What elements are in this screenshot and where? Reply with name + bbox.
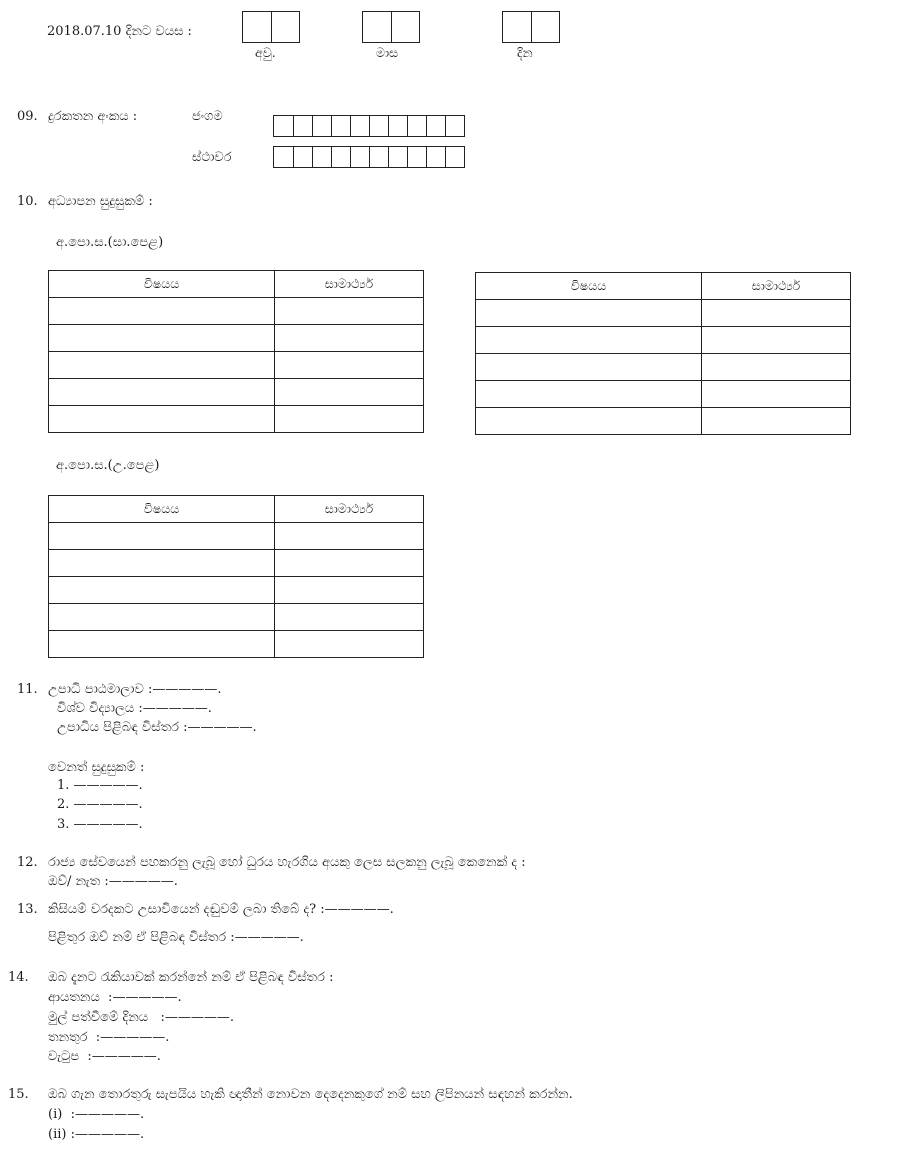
degree-details-line: උපාධිය පිළිබඳ විස්තර :—————. [57, 720, 257, 735]
other-item-3: 3. —————. [57, 817, 143, 832]
days-boxes[interactable] [502, 11, 560, 43]
table-row [49, 577, 424, 604]
q15-question: ඔබ ගැන තොරතුරු සැපයිය හැකි ඥාතීන් නොවන දෙදෙනකුගේ නම් සහ ලිපිනයන් සඳහන් කරන්න. [48, 1087, 573, 1102]
q09-number: 09. [17, 109, 38, 124]
mobile-number-boxes[interactable] [273, 115, 465, 137]
blank[interactable]: —————. [73, 797, 143, 812]
ol-table-1 [48, 270, 424, 433]
blank[interactable]: —————. [100, 1030, 170, 1045]
blank[interactable]: —————. [74, 1127, 145, 1142]
table-row [49, 298, 424, 325]
blank[interactable]: —————. [234, 930, 304, 945]
col-subject: විෂයය [49, 271, 275, 298]
q11-number: 11. [17, 682, 38, 697]
table-row [49, 631, 424, 658]
al-table [48, 495, 424, 658]
col-pass: සාමාර්ථ්‍ය [275, 271, 424, 298]
mobile-label: ජංගම [192, 109, 223, 124]
blank[interactable]: —————. [73, 778, 143, 793]
table-row [49, 379, 424, 406]
fixed-number-boxes[interactable] [273, 146, 465, 168]
age-label: 2018.07.10 දිනට වයස : [47, 24, 192, 39]
col-pass: සාමාර්ථ්‍ය [275, 496, 424, 523]
q13-number: 13. [17, 902, 38, 917]
q12-answer-line: ඔව්/ නැත :—————. [48, 874, 178, 889]
table-row [476, 354, 851, 381]
start-date-line: මුල් පත්වීමේ දිනය :—————. [48, 1010, 235, 1025]
q14-number: 14. [8, 970, 29, 985]
table-row [476, 300, 851, 327]
blank[interactable]: —————. [112, 990, 182, 1005]
col-subject: විෂයය [476, 273, 702, 300]
q13-details-line: පිළිතුර ඔව් නම් ඒ පිළිබඳ විස්තර :—————. [48, 930, 304, 945]
col-subject: විෂයය [49, 496, 275, 523]
q13-question: කිසියම් වරදකට උසාවියෙන් දඬුවම් ලබා තිබේ ද? :—————. [48, 902, 394, 917]
table-row [49, 406, 424, 433]
blank[interactable]: —————. [324, 902, 394, 917]
blank[interactable]: —————. [187, 720, 257, 735]
table-row [49, 352, 424, 379]
blank[interactable]: —————. [74, 1107, 145, 1122]
ol-table-2 [475, 272, 851, 435]
blank[interactable]: —————. [152, 682, 222, 697]
fixed-label: ස්ථාවර [192, 150, 232, 165]
ol-heading: අ.පො.ස.(සා.පෙළ) [56, 235, 164, 250]
table-row [476, 408, 851, 435]
months-boxes[interactable] [362, 11, 420, 43]
years-boxes[interactable] [242, 11, 300, 43]
q12-question: රාජ්‍ය සේවයෙන් පහකරනු ලැබූ හෝ ධුරය හැරගිය අයකු ලෙස සලකනු ලැබූ කෙනෙක් ද : [48, 855, 526, 870]
degree-course-line: උපාධි පාඨමාලාව :—————. [48, 682, 222, 697]
table-row [476, 327, 851, 354]
table-row [49, 550, 424, 577]
table-row [476, 381, 851, 408]
referee-2-line: (ii) :—————. [48, 1127, 145, 1142]
blank[interactable]: —————. [164, 1010, 235, 1025]
q12-number: 12. [17, 855, 38, 870]
other-item-2: 2. —————. [57, 797, 143, 812]
q15-number: 15. [8, 1087, 29, 1102]
days-label: දින [517, 45, 533, 60]
referee-1-line: (i) :—————. [48, 1107, 145, 1122]
blank[interactable]: —————. [108, 874, 178, 889]
q10-label: අධ්‍යාපන සුදුසුකම් : [48, 194, 153, 209]
table-row [49, 325, 424, 352]
institution-line: ආයතනය :—————. [48, 990, 182, 1005]
salary-line: වැටුප :—————. [48, 1049, 161, 1064]
table-row [49, 523, 424, 550]
blank[interactable]: —————. [142, 701, 212, 716]
months-label: මාස [376, 45, 399, 60]
other-item-1: 1. —————. [57, 778, 143, 793]
table-row [49, 604, 424, 631]
q09-label: දුරකතන අංකය : [48, 109, 138, 124]
q14-question: ඔබ දැනට රැකියාවක් කරන්නේ නම් ඒ පිළිබඳ විස්තර : [48, 970, 334, 985]
years-label: අවු. [255, 45, 276, 60]
position-line: තනතුර :—————. [48, 1030, 170, 1045]
other-qualifications-label: වෙනත් සුදුසුකම් : [48, 760, 145, 775]
university-line: විශ්ව විද්‍යාලය :—————. [57, 701, 212, 716]
al-heading: අ.පො.ස.(උ.පෙළ) [56, 458, 160, 473]
blank[interactable]: —————. [73, 817, 143, 832]
q10-number: 10. [17, 194, 38, 209]
col-pass: සාමාර්ථ්‍ය [702, 273, 851, 300]
blank[interactable]: —————. [91, 1049, 161, 1064]
